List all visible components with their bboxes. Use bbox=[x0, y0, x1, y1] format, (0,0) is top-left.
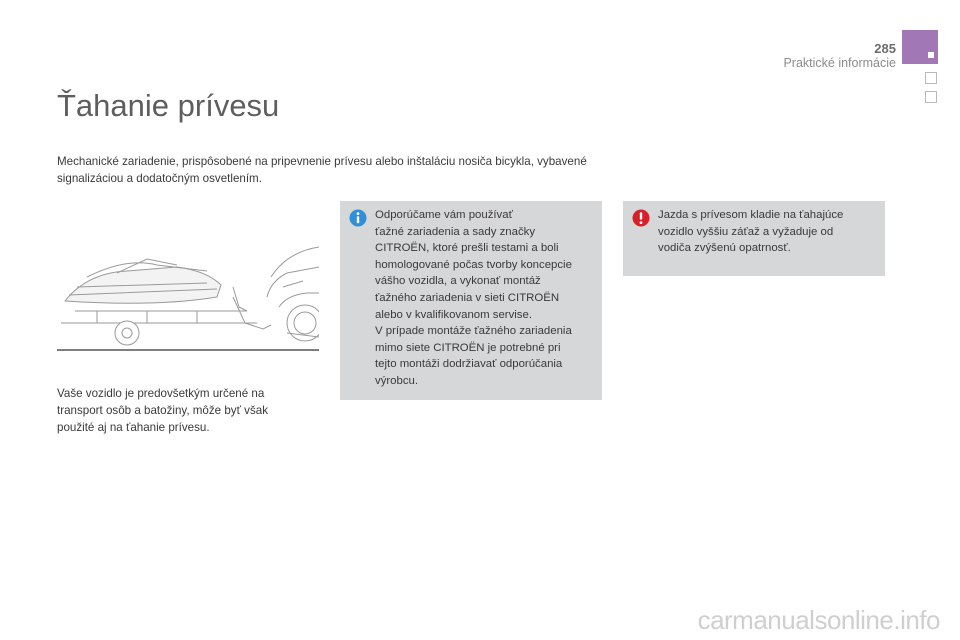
info-icon bbox=[349, 209, 367, 227]
body-paragraph: Vaše vozidlo je predovšetkým určené na transport osôb a batožiny, môže byť však použité aj na ťahanie prívesu. bbox=[57, 387, 268, 434]
tab-marker-icon bbox=[928, 52, 934, 58]
info-note-box bbox=[340, 201, 602, 400]
intro-paragraph: Mechanické zariadenie, prispôsobené na pripevnenie prívesu alebo inštaláciu nosiča bicykla, vybavené signalizáciou a dodatočným osvetlením. bbox=[57, 155, 587, 185]
page-title: Ťahanie prívesu bbox=[57, 88, 280, 123]
chapter-tab[interactable] bbox=[925, 91, 937, 103]
page-number: 285 bbox=[874, 41, 896, 56]
section-title: Praktické informácie bbox=[783, 56, 896, 70]
warning-note-text: Jazda s prívesom kladie na ťahajúce vozidlo vyššiu záťaž a vyžaduje od vodiča zvýšenú opatrnosť. bbox=[658, 209, 844, 255]
chapter-tab-active[interactable] bbox=[902, 30, 938, 64]
watermark: carmanualsonline.info bbox=[697, 605, 940, 635]
warning-note-box bbox=[623, 201, 885, 276]
warning-icon bbox=[632, 209, 650, 227]
info-note-text: Odporúčame vám používať ťažné zariadenia a sady značky CITROËN, ktoré prešli testami a boli homologované počas tvorby koncepcie vášho vozidla, a vykonať montáž ťažného zariadenia v sieti CITROËN alebo v kvalifikovanom servise. V prípade montáže ťažného zariadenia mimo siete CITROËN je potrebné pri tejto montáži dodržiavať odporúčania výrobcu. bbox=[375, 209, 572, 387]
chapter-tab[interactable] bbox=[925, 72, 937, 84]
trailer-illustration bbox=[57, 237, 319, 353]
